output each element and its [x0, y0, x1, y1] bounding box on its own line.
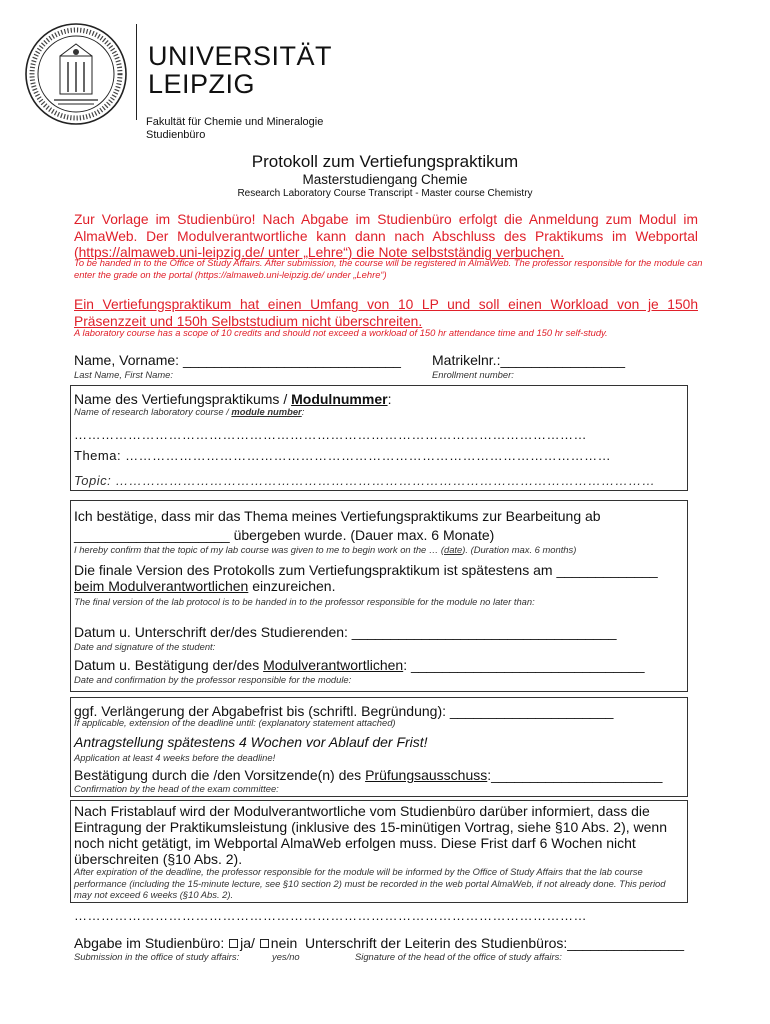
course-name-input[interactable]: …………………………………………………………………………………………………… — [74, 427, 587, 442]
info-text: Nach Fristablauf wird der Modulverantwortliche vom Studienbüro darüber informiert, dass die Eintragung der Praktikumsleistung (inklusive des 15-minütigen Vortrag, siehe §10 Abs. 2), wenn noch nicht getätigt, im Webportal AlmaWeb erfolgen muss. Diese Frist darf 6 Wochen nicht überschreiten (§10 Abs. 2). — [74, 803, 667, 867]
topic-field-english: Topic: ………………………………………………………………………………………………………… — [74, 473, 656, 488]
notice-submission: Zur Vorlage im Studienbüro! Nach Abgabe im Studienbüro erfolgt die Anmeldung zum Modul im AlmaWeb. Der Modulverantwortliche kann dann nach Abschluss des Praktikums im Webportal (https://almaweb.uni-leipzig.de/ unter „Lehre“) die Note selbstständig verbuchen. — [74, 212, 698, 260]
confirm-start-date-field[interactable]: ____________________ übergeben wurde. (Dauer max. 6 Monate) — [74, 527, 495, 543]
student-signature-english: Date and signature of the student: — [74, 641, 216, 652]
office-submission-row: Abgabe im Studienbüro: ja/ nein Unterschrift der Leiterin des Studienbüros:_______________ — [74, 935, 685, 951]
notice-workload-english: A laboratory course has a scope of 10 credits and should not exceed a workload of 150 hr attendance time and 150 hr self-study. — [74, 327, 608, 338]
almaweb-link[interactable]: https://almaweb.uni-leipzig.de/ — [78, 245, 265, 260]
separator-dots: …………………………………………………………………………………………………… — [74, 908, 587, 923]
yes-no-english: yes/no — [272, 951, 300, 962]
deadline-warning: Antragstellung spätestens 4 Wochen vor Ablauf der Frist! — [74, 734, 428, 750]
enrollment-field-english: Enrollment number: — [432, 369, 514, 380]
yes-checkbox[interactable] — [229, 939, 238, 948]
deadline-warning-english: Application at least 4 weeks before the deadline! — [74, 752, 276, 763]
office-head-signature-field[interactable]: Unterschrift der Leiterin des Studienbüros:_______________ — [305, 935, 685, 951]
committee-confirmation-english: Confirmation by the head of the exam committee: — [74, 783, 279, 794]
confirm-line2-english: I hereby confirm that the topic of my lab course was given to me to begin work on the … (date). (Duration max. 6 months) — [74, 544, 577, 555]
faculty-block: Fakultät für Chemie und Mineralogie Studienbüro — [146, 116, 324, 141]
no-checkbox[interactable] — [260, 939, 269, 948]
info-text-english: After expiration of the deadline, the professor responsible for the module will be informed by the Office of Study Affairs that the lab course performance (including the 15-minute lecture, see §10 section 2) must be recorded in the web portal AlmaWeb, if not already done. This period may not exceed 6 weeks (§10 Abs. 2). — [74, 866, 666, 900]
page-title: Protokoll zum Vertiefungspraktikum — [251, 152, 519, 171]
university-name: UNIVERSITÄT LEIPZIG — [148, 41, 333, 99]
committee-confirmation-field[interactable]: Bestätigung durch die /den Vorsitzende(n) des Prüfungsausschuss:______________________ — [74, 767, 663, 783]
professor-signature-english: Date and confirmation by the professor responsible for the module: — [74, 674, 352, 685]
office-submission-english: Submission in the office of study affairs: — [74, 951, 240, 962]
name-field[interactable]: Name, Vorname: ____________________________ — [74, 352, 401, 368]
name-field-english: Last Name, First Name: — [74, 369, 173, 380]
extension-field-english: If applicable, extension of the deadline until: (explanatory statement attached) — [74, 717, 396, 728]
page-subtitle: Masterstudiengang Chemie — [302, 172, 468, 187]
student-signature-field[interactable]: Datum u. Unterschrift der/des Studierenden: __________________________________ — [74, 624, 617, 640]
notice-workload: Ein Vertiefungspraktikum hat einen Umfang von 10 LP und soll einen Workload von je 150h Präsenzzeit und 150h Selbststudium nicht überschreiten. — [74, 297, 698, 329]
extension-field[interactable]: ggf. Verlängerung der Abgabefrist bis (schriftl. Begründung): _____________________ — [74, 703, 614, 719]
page-subtitle-english: Research Laboratory Course Transcript - Master course Chemistry — [237, 188, 533, 199]
notice-submission-english: To be handed in to the Office of Study Affairs. After submission, the course will be registered in AlmaWeb. The professor responsible for the module can enter the grade on the portal (https://almaweb.uni-leipzig.de/ under „Lehre“) — [74, 257, 703, 280]
course-name-english: Name of research laboratory course / module number: — [74, 406, 305, 417]
final-version-field[interactable]: Die finale Version des Protokolls zum Vertiefungspraktikum ist spätestens am _____________ beim Modulverantwortlichen einzureichen. — [74, 562, 658, 594]
course-name-label: Name des Vertiefungspraktikums / Modulnummer: — [74, 391, 392, 407]
confirm-line1: Ich bestätige, dass mir das Thema meines Vertiefungspraktikums zur Bearbeitung ab — [74, 508, 601, 524]
enrollment-field[interactable]: Matrikelnr.:________________ — [432, 352, 626, 368]
logo-divider — [136, 24, 137, 120]
university-seal-icon — [24, 22, 128, 126]
final-version-english: The final version of the lab protocol is to be handed in to the professor responsible for the module no later than: — [74, 596, 535, 607]
topic-field[interactable]: Thema: ……………………………………………………………………………………………… — [74, 448, 612, 463]
professor-signature-field[interactable]: Datum u. Bestätigung der/des Modulverantwortlichen: ______________________________ — [74, 657, 645, 673]
office-head-signature-english: Signature of the head of the office of study affairs: — [355, 951, 562, 962]
